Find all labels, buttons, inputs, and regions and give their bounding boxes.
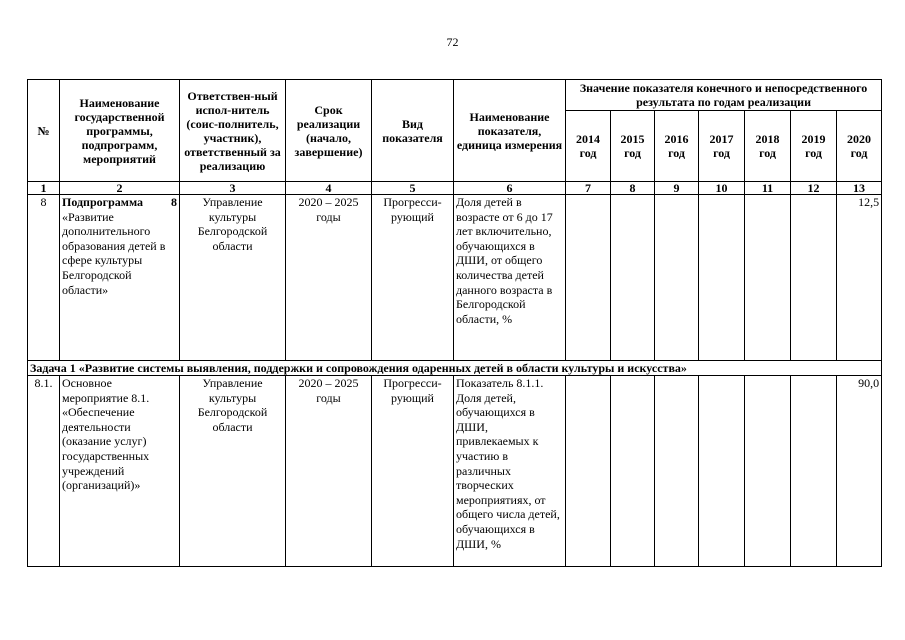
value-2016 <box>655 376 699 567</box>
task-row <box>28 361 882 376</box>
value-2020: 90,0 <box>837 376 882 567</box>
header-kind: Вид показателя <box>372 80 454 182</box>
value-2019 <box>791 376 837 567</box>
row-indicator: Доля детей в возрасте от 6 до 17 лет включительно, обучающихся в ДШИ, от общего количества детей данного возраста в Белгородской области, % <box>454 195 566 361</box>
row-indicator: Показатель 8.1.1. Доля детей, обучающихся в ДШИ, привлекаемых к участию в различных творческих мероприятиях, от общего числа детей, обучающихся в ДШИ, % <box>454 376 566 567</box>
value-2018 <box>745 195 791 361</box>
col-number: 13 <box>837 182 882 195</box>
header-year-2015: 2015 год <box>611 111 655 182</box>
subprogram-title: Подпрограмма <box>62 195 144 209</box>
indicator-table <box>27 79 882 567</box>
value-2017 <box>699 195 745 361</box>
value-2018 <box>745 376 791 567</box>
subprogram-name: «Развитие дополнительного образования детей в сфере культуры Белгородской области» <box>62 209 166 297</box>
value-2017 <box>699 376 745 567</box>
task-title: Задача 1 «Развитие системы выявления, поддержки и сопровождения одаренных детей в области культуры и искусства» <box>28 361 882 376</box>
row-name <box>60 195 180 361</box>
header-year-2016: 2016 год <box>655 111 699 182</box>
col-number: 11 <box>745 182 791 195</box>
col-number: 6 <box>454 182 566 195</box>
header-year-2020: 2020 год <box>837 111 882 182</box>
col-number: 7 <box>566 182 611 195</box>
value-2016 <box>655 195 699 361</box>
row-term: 2020 – 2025 годы <box>286 195 372 361</box>
col-number: 10 <box>699 182 745 195</box>
col-number: 9 <box>655 182 699 195</box>
header-num: № <box>28 80 60 182</box>
row-name: Основное мероприятие 8.1. «Обеспечение деятельности (оказание услуг) государственных учреждений (организаций)» <box>60 376 180 567</box>
row-num: 8 <box>28 195 60 361</box>
row-num: 8.1. <box>28 376 60 567</box>
page-number: 72 <box>446 35 459 49</box>
header-year-2019: 2019 год <box>791 111 837 182</box>
header-year-2017: 2017 год <box>699 111 745 182</box>
row-kind: Прогресси-рующий <box>372 376 454 567</box>
row-kind: Прогресси-рующий <box>372 195 454 361</box>
value-2014 <box>566 195 611 361</box>
table-row <box>28 195 882 361</box>
col-number: 3 <box>180 182 286 195</box>
value-2015 <box>611 195 655 361</box>
row-executor: Управление культуры Белгородской области <box>180 376 286 567</box>
header-year-2018: 2018 год <box>745 111 791 182</box>
header-year-2014: 2014 год <box>566 111 611 182</box>
value-2020: 12,5 <box>837 195 882 361</box>
header-name: Наименование государственной программы, подпрограмм, мероприятий <box>60 80 180 182</box>
header-executor: Ответствен-ный испол-нитель (соис-полнитель, участник), ответственный за реализацию <box>180 80 286 182</box>
value-2015 <box>611 376 655 567</box>
col-number: 1 <box>28 182 60 195</box>
col-number: 4 <box>286 182 372 195</box>
col-number: 5 <box>372 182 454 195</box>
subprogram-number: 8 <box>171 195 177 209</box>
header-term: Срок реализации (начало, завершение) <box>286 80 372 182</box>
row-executor: Управление культуры Белгородской области <box>180 195 286 361</box>
col-number: 8 <box>611 182 655 195</box>
value-2014 <box>566 376 611 567</box>
value-2019 <box>791 195 837 361</box>
column-number-row <box>28 182 882 195</box>
table-row <box>28 376 882 567</box>
row-term: 2020 – 2025 годы <box>286 376 372 567</box>
col-number: 12 <box>791 182 837 195</box>
col-number: 2 <box>60 182 180 195</box>
header-values-group: Значение показателя конечного и непосредственного результата по годам реализации <box>566 80 882 111</box>
header-indicator: Наименование показателя, единица измерения <box>454 80 566 182</box>
